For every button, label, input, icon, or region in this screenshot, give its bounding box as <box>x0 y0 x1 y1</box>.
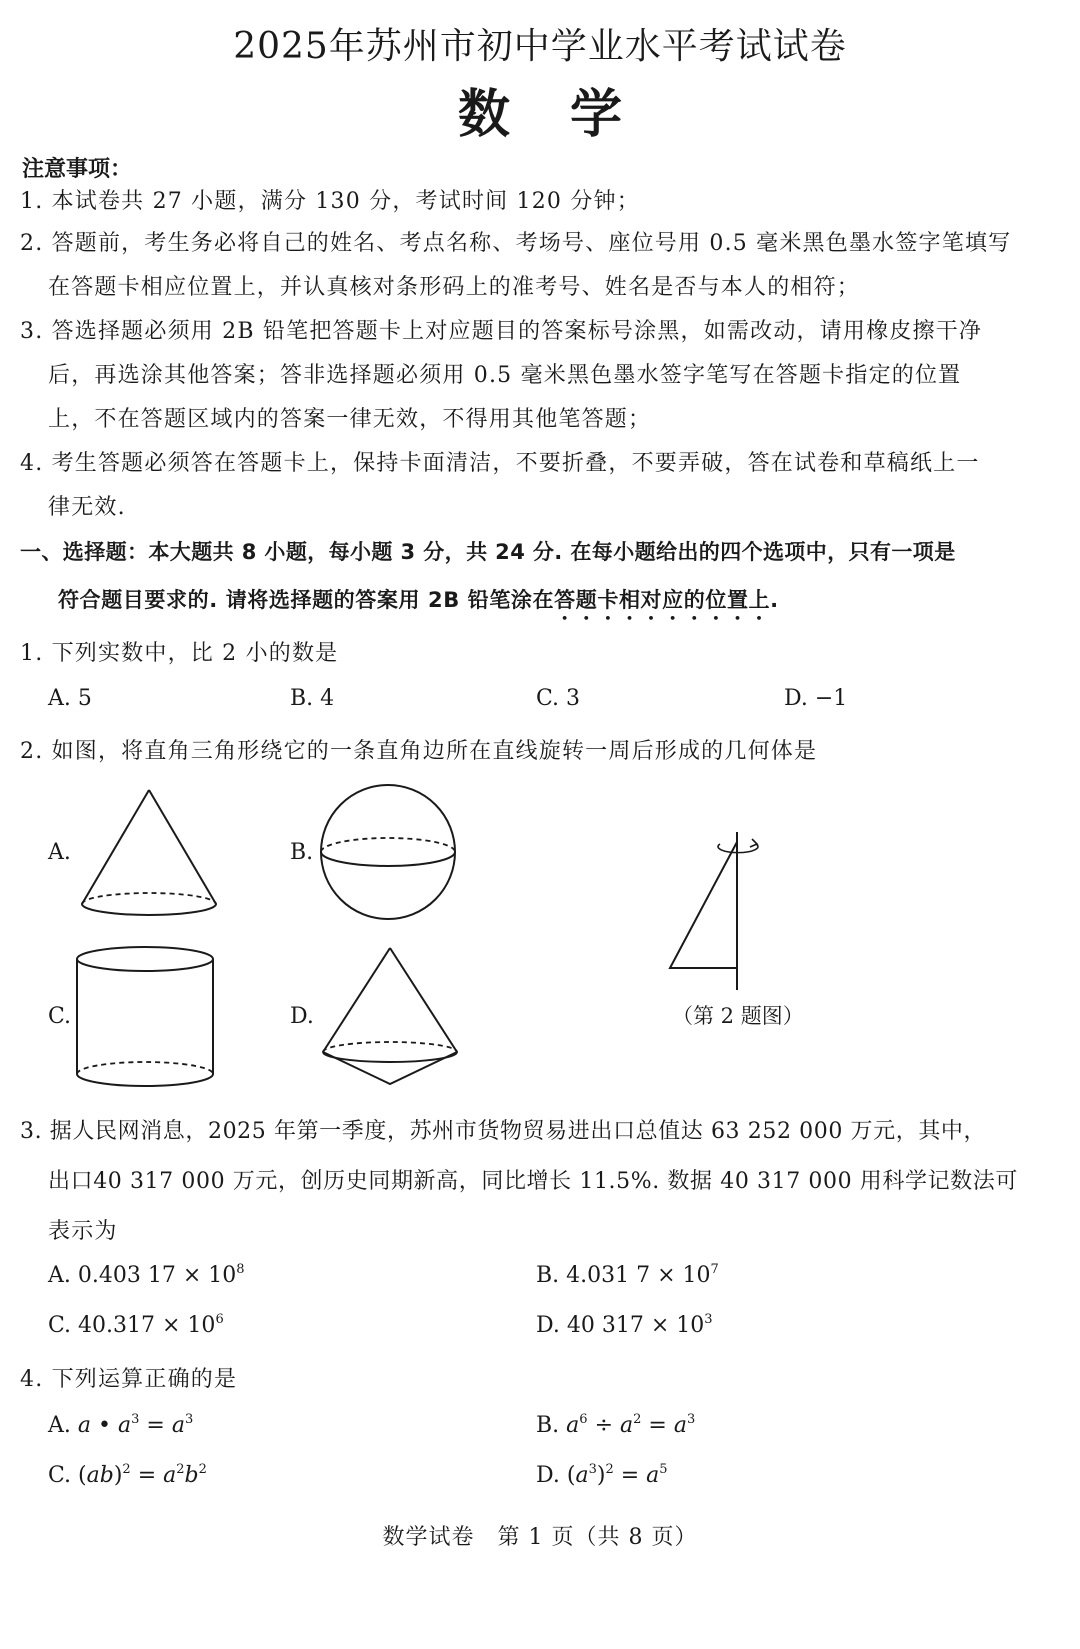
section1-plain: 符合题目要求的. 请将选择题的答案用 2B 铅笔涂在 <box>58 588 555 612</box>
q3-option-b-base: B. 4.031 7 × 10 <box>536 1263 711 1288</box>
notice-line-8: 律无效. <box>48 495 126 520</box>
q3-option-d-exp: 3 <box>704 1312 713 1327</box>
notice-heading: 注意事项： <box>22 157 133 182</box>
q3-line-2: 出口40 317 000 万元，创历史同期新高，同比增长 11.5%. 数据 40 317 000 用科学记数法可 <box>48 1169 1018 1194</box>
rotation-triangle-figure <box>660 828 770 992</box>
q2-label-a: A. <box>48 840 71 865</box>
section1-heading: 一、选择题：本大题共 8 小题，每小题 3 分，共 24 分. 在每小题给出的四个选项中，只有一项是 <box>20 540 956 564</box>
q1-option-d: D. −1 <box>784 686 848 711</box>
notice-line-4: 3. 答选择题必须用 2B 铅笔把答题卡上对应题目的答案标号涂黑，如需改动，请用橡皮擦干净 <box>20 319 983 344</box>
notice-line-1: 1. 本试卷共 27 小题，满分 130 分，考试时间 120 分钟； <box>20 189 640 214</box>
q3-option-b <box>536 1262 719 1288</box>
exam-title: 2025年苏州市初中学业水平考试试卷 <box>233 26 847 67</box>
q1-option-a: A. 5 <box>48 686 92 711</box>
q4-option-c: C. $(ab)^2 = a^2b^2$ <box>48 1462 207 1488</box>
section1-end: . <box>770 588 779 612</box>
q4-option-d-label: D. <box>536 1463 560 1488</box>
sphere-figure <box>316 780 460 924</box>
q3-option-c-base: C. 40.317 × 10 <box>48 1313 216 1338</box>
q3-option-a <box>48 1262 245 1288</box>
q2-label-d: D. <box>290 1004 314 1029</box>
q3-option-a-base: A. 0.403 17 × 10 <box>48 1263 237 1288</box>
notice-line-2: 2. 答题前，考生务必将自己的姓名、考点名称、考场号、座位号用 0.5 毫米黑色墨水签字笔填写 <box>20 231 1012 256</box>
q2-label-b: B. <box>290 840 314 865</box>
q1-option-b: B. 4 <box>290 686 335 711</box>
page-footer: 数学试卷 第 1 页（共 8 页） <box>382 1525 698 1550</box>
q4-stem: 4. 下列运算正确的是 <box>20 1367 238 1392</box>
notice-line-6: 上，不在答题区域内的答案一律无效，不得用其他笔答题； <box>48 407 652 432</box>
cylinder-figure <box>72 944 220 1092</box>
q4-option-a: A. a • $a^3 = a^3$ <box>48 1412 194 1438</box>
notice-line-7: 4. 考生答题必须答在答题卡上，保持卡面清洁，不要折叠，不要弄破，答在试卷和草稿纸上一 <box>20 451 980 476</box>
q4-option-b: B. $a^6 \div a^2 = a^3$ <box>536 1412 696 1438</box>
cone-figure <box>76 784 220 920</box>
double-cone-figure <box>318 944 462 1092</box>
q3-option-c-exp: 6 <box>215 1312 224 1327</box>
subject-title: 数学 <box>457 84 682 145</box>
q3-option-c <box>48 1312 224 1338</box>
q1-stem: 1. 下列实数中，比 2 小的数是 <box>20 641 339 666</box>
q4-option-c-label: C. <box>48 1463 72 1488</box>
section1-heading-cont <box>58 584 779 625</box>
q4-option-b-label: B. <box>536 1413 560 1438</box>
q2-label-c: C. <box>48 1004 72 1029</box>
q3-line-1: 3. 据人民网消息，2025 年第一季度，苏州市货物贸易进出口总值达 63 252 000 万元，其中， <box>20 1119 987 1144</box>
q2-stem: 2. 如图，将直角三角形绕它的一条直角边所在直线旋转一周后形成的几何体是 <box>20 739 818 764</box>
q4-option-a-label: A. <box>48 1413 71 1438</box>
notice-line-5: 后，再选涂其他答案；答非选择题必须用 0.5 毫米黑色墨水签字笔写在答题卡指定的位置 <box>48 363 962 388</box>
q3-option-d-base: D. 40 317 × 10 <box>536 1313 705 1338</box>
notice-line-3: 在答题卡相应位置上，并认真核对条形码上的准考号、姓名是否与本人的相符； <box>48 275 861 300</box>
q1-option-c: C. 3 <box>536 686 581 711</box>
q4-option-d: D. $(a^3)^2 = a^5$ <box>536 1462 668 1488</box>
q3-line-3: 表示为 <box>48 1219 118 1244</box>
q3-option-a-exp: 8 <box>236 1262 245 1277</box>
q3-option-b-exp: 7 <box>710 1262 719 1277</box>
q3-option-d <box>536 1312 713 1338</box>
section1-dotted: 答题卡相对应的位置上 <box>554 588 771 612</box>
q2-caption: （第 2 题图） <box>672 1004 804 1028</box>
